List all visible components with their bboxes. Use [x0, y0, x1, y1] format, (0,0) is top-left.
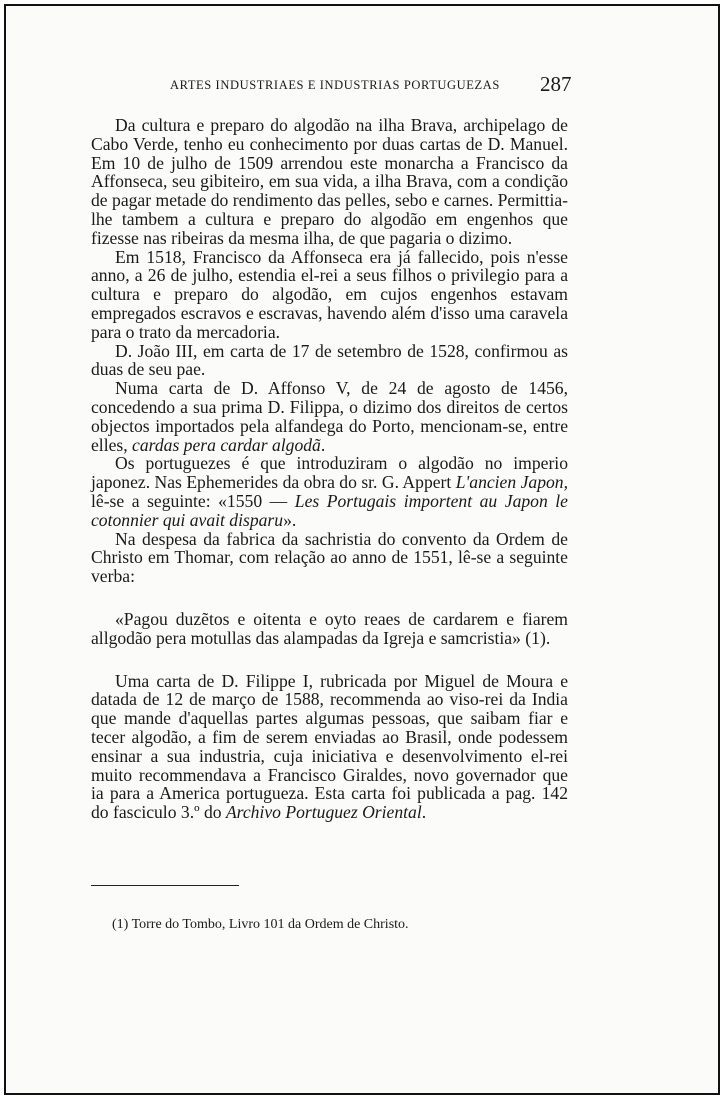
- paragraph: Da cultura e preparo do algodão na ilha Brava, archipelago de Cabo Verde, tenho eu conhecimento por duas cartas de D. Manuel. Em 10 de julho de 1509 arrendou este monarcha a Francisco da Affonseca, seu gibiteiro, em sua vida, a ilha Brava, com a condição de pagar metade do rendimento das pelles, sebo e carnes. Permittia-lhe tambem a cultura e preparo do algodão em engenhos que fizesse nas ribeiras da mesma ilha, de que pagaria o dizimo.: [91, 115, 568, 248]
- paragraph-text: Os portuguezes é que introduziram o algodão no imperio japonez. Nas Ephemerides da obra do sr. G. Appert: [91, 453, 568, 493]
- paragraph: Na despesa da fabrica da sachristia do convento da Ordem de Christo em Thomar, com relação ao anno de 1551, lê-se a seguinte verba:: [91, 528, 568, 587]
- paragraph: [91, 454, 568, 529]
- archive-title: Archivo Portuguez Oriental: [225, 802, 422, 823]
- footnote: (1) Torre do Tombo, Livro 101 da Ordem de Christo.: [112, 917, 409, 932]
- body-text: [91, 116, 568, 822]
- paragraph-text: .: [320, 434, 326, 455]
- paragraph: Em 1518, Francisco da Affonseca era já fallecido, pois n'esse anno, a 26 de julho, estendia el-rei a seus filhos o privilegio para a cultura e preparo do algodão, em cujos engenhos estavam empregados escravos e escravas, havendo além d'isso uma caravela para o trato da mercadoria.: [91, 246, 568, 342]
- paragraph: [91, 672, 568, 822]
- paragraph: D. João III, em carta de 17 de setembro de 1528, confirmou as duas de seu pae.: [91, 340, 568, 380]
- paragraph-text: .: [421, 802, 427, 823]
- footnote-rule: [91, 885, 239, 886]
- page-number: 287: [540, 72, 572, 96]
- paragraph-text: lê-se a seguinte: «1550 —: [91, 490, 295, 511]
- italic-quote: Les Portugais importent au Japon le cotonnier qui avait disparu: [91, 490, 568, 530]
- italic-quote: cardas pera cardar algodã: [132, 434, 321, 455]
- block-quote: «Pagou duzẽtos e oitenta e oyto reaes de cardarem e fiarem allgodão pera motullas das alampadas da Igreja e samcristia» (1).: [91, 608, 568, 648]
- running-title: ARTES INDUSTRIAES E INDUSTRIAS PORTUGUEZAS: [170, 78, 500, 92]
- paragraph-text: ».: [283, 509, 297, 530]
- book-title: L'ancien Japon,: [455, 472, 568, 493]
- paragraph: [91, 379, 568, 454]
- paragraph-text: Uma carta de D. Filippe I, rubricada por Miguel de Moura e datada de 12 de março de 1588, recommenda ao viso-rei da India que mande d'aquellas partes algumas pessoas, que saibam fiar e tecer algodão, a fim de serem enviadas ao Brasil, onde podessem ensinar a sua industria, cuja iniciativa e desenvolvimento el-rei muito recommendava a Francisco Giraldes, novo governador que ia para a America portugueza. Esta carta foi publicada a pag. 142 do fasciculo 3.º do: [91, 670, 568, 823]
- paragraph-text: Numa carta de D. Affonso V, de 24 de agosto de 1456, concedendo a sua prima D. Filippa, o dizimo dos direitos de certos objectos importados pela alfandega do Porto, mencionam-se, entre elles,: [91, 378, 568, 455]
